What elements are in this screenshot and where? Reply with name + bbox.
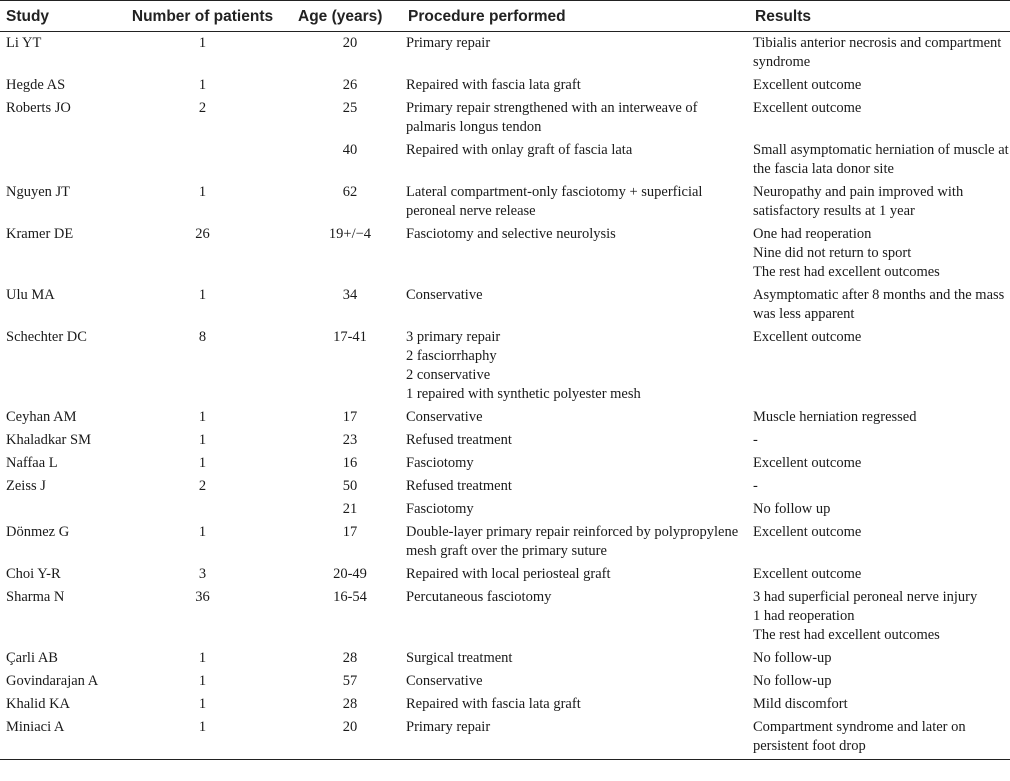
procedure-line: Primary repair strengthened with an interweave of palmaris longus tendon (406, 100, 698, 135)
results-cell (749, 647, 1010, 670)
procedure-line: Refused treatment (406, 432, 512, 448)
age-cell: 23 (342, 432, 358, 448)
patients-cell: 1 (127, 716, 278, 760)
procedure-cell (402, 693, 749, 716)
procedure-cell (402, 521, 749, 563)
age-cell: 28 (342, 696, 358, 712)
age-cell: 40 (342, 142, 358, 158)
table-row (0, 498, 1010, 521)
patients-cell: 1 (198, 409, 207, 425)
procedure-line: 3 primary repair (406, 329, 501, 345)
results-line: Compartment syndrome and later on persistent foot drop (753, 719, 966, 754)
table-row (0, 647, 1010, 670)
table-row (0, 326, 1010, 406)
study-cell (0, 498, 127, 521)
procedure-line: Double-layer primary repair reinforced by polypropylene mesh graft over the primary suture (406, 524, 739, 559)
header-row (0, 1, 1010, 32)
results-cell (749, 716, 1010, 760)
results-line: No follow up (753, 501, 831, 517)
results-cell (749, 74, 1010, 97)
procedure-line: Repaired with onlay graft of fascia lata (406, 142, 633, 158)
results-line: - (753, 478, 758, 494)
study-cell: Sharma N (6, 589, 65, 605)
study-cell: Naffaa L (6, 455, 58, 471)
header-results: Results (749, 1, 1010, 32)
age-cell: 34 (342, 287, 358, 303)
results-line: 3 had superficial peroneal nerve injury (753, 589, 978, 605)
results-line: No follow-up (753, 650, 832, 666)
patients-cell: 1 (198, 524, 207, 540)
study-cell: Ceyhan AM (6, 409, 77, 425)
results-cell (749, 521, 1010, 563)
table-row (0, 521, 1010, 563)
results-line: No follow-up (753, 673, 832, 689)
procedure-line: 2 conservative (406, 367, 491, 383)
table-row (0, 563, 1010, 586)
results-line: Mild discomfort (753, 696, 848, 712)
results-cell (749, 326, 1010, 406)
patients-cell: 3 (198, 566, 207, 582)
procedure-cell (402, 475, 749, 498)
procedure-line: Lateral compartment-only fasciotomy + superficial peroneal nerve release (406, 184, 703, 219)
age-cell: 17-41 (333, 329, 367, 345)
procedure-line: Conservative (406, 409, 483, 425)
results-line: The rest had excellent outcomes (753, 264, 940, 280)
results-line: Muscle herniation regressed (753, 409, 917, 425)
header-study: Study (0, 1, 127, 32)
results-cell (749, 475, 1010, 498)
table-row (0, 670, 1010, 693)
procedure-line: Conservative (406, 673, 483, 689)
patients-cell: 2 (198, 100, 207, 116)
table-row (0, 716, 1010, 760)
results-line: The rest had excellent outcomes (753, 627, 940, 643)
patients-cell: 1 (198, 696, 207, 712)
study-cell: Zeiss J (6, 478, 46, 494)
results-cell (749, 693, 1010, 716)
results-line: Excellent outcome (753, 524, 862, 540)
results-cell (749, 429, 1010, 452)
results-cell (749, 284, 1010, 326)
study-cell: Khaladkar SM (6, 432, 91, 448)
results-cell (749, 406, 1010, 429)
results-cell (749, 563, 1010, 586)
procedure-line: Primary repair (406, 35, 491, 51)
results-cell (749, 452, 1010, 475)
procedure-line: Fasciotomy (406, 501, 474, 517)
patients-cell: 1 (198, 35, 207, 51)
study-cell: Roberts JO (6, 100, 71, 116)
table-row (0, 586, 1010, 647)
procedure-cell (402, 284, 749, 326)
age-cell: 25 (342, 100, 358, 116)
patients-cell: 8 (198, 329, 207, 345)
patients-cell: 1 (198, 77, 207, 93)
table-row (0, 74, 1010, 97)
patients-cell: 1 (198, 432, 207, 448)
table-body (0, 32, 1010, 760)
results-line: Excellent outcome (753, 329, 862, 345)
study-cell: Schechter DC (6, 329, 87, 345)
results-line: Small asymptomatic herniation of muscle at the fascia lata donor site (753, 142, 1009, 177)
patients-cell: 1 (198, 184, 207, 200)
table-row (0, 97, 1010, 139)
study-cell: Miniaci A (0, 716, 127, 760)
results-line: Excellent outcome (753, 455, 862, 471)
age-cell: 20 (278, 716, 402, 760)
results-line: Nine did not return to sport (753, 245, 912, 261)
procedure-cell (402, 452, 749, 475)
procedure-cell (402, 97, 749, 139)
procedure-cell (402, 563, 749, 586)
header-patients: Number of patients (127, 1, 278, 32)
procedure-line: Surgical treatment (406, 650, 513, 666)
study-cell: Hegde AS (6, 77, 66, 93)
procedure-line: Repaired with local periosteal graft (406, 566, 611, 582)
patients-cell: 36 (195, 589, 210, 605)
results-line: One had reoperation (753, 226, 872, 242)
results-line: - (753, 432, 758, 448)
table-row (0, 139, 1010, 181)
age-cell: 17 (342, 524, 358, 540)
study-cell: Khalid KA (6, 696, 71, 712)
age-cell: 16 (342, 455, 358, 471)
study-cell: Govindarajan A (6, 673, 99, 689)
results-line: Excellent outcome (753, 100, 862, 116)
procedure-line: 2 fasciorrhaphy (406, 348, 497, 364)
patients-cell: 26 (195, 226, 210, 242)
age-cell: 20 (342, 35, 358, 51)
table-row (0, 284, 1010, 326)
procedure-cell (402, 223, 749, 284)
results-cell (749, 586, 1010, 647)
table-row (0, 223, 1010, 284)
header-procedure: Procedure performed (402, 1, 749, 32)
age-cell: 20-49 (333, 566, 367, 582)
study-cell (0, 139, 127, 181)
procedure-cell (402, 326, 749, 406)
table-header (0, 1, 1010, 32)
study-cell: Ulu MA (6, 287, 55, 303)
table-row (0, 32, 1010, 75)
procedure-cell (402, 74, 749, 97)
results-line: Neuropathy and pain improved with satisfactory results at 1 year (753, 184, 964, 219)
results-line: 1 had reoperation (753, 608, 855, 624)
results-cell (749, 181, 1010, 223)
procedure-cell (402, 32, 749, 75)
study-cell: Kramer DE (6, 226, 74, 242)
table-row (0, 452, 1010, 475)
procedure-line: 1 repaired with synthetic polyester mesh (406, 386, 641, 402)
age-cell: 28 (342, 650, 358, 666)
patients-cell (127, 498, 278, 521)
procedure-cell (402, 586, 749, 647)
results-line: Tibialis anterior necrosis and compartment syndrome (753, 35, 1002, 70)
table-row (0, 475, 1010, 498)
results-cell (749, 139, 1010, 181)
patients-cell (127, 139, 278, 181)
procedure-line: Percutaneous fasciotomy (406, 589, 552, 605)
age-cell: 17 (342, 409, 358, 425)
age-cell: 21 (342, 501, 358, 517)
results-cell (749, 223, 1010, 284)
procedure-cell (402, 716, 749, 760)
results-cell (749, 97, 1010, 139)
results-line: Excellent outcome (753, 77, 862, 93)
header-age: Age (years) (278, 1, 402, 32)
patients-cell: 1 (198, 287, 207, 303)
table-row (0, 181, 1010, 223)
procedure-cell (402, 139, 749, 181)
procedure-line: Fasciotomy (406, 455, 474, 471)
procedure-cell (402, 181, 749, 223)
procedure-line: Repaired with fascia lata graft (406, 77, 581, 93)
procedure-cell (402, 406, 749, 429)
procedure-cell (402, 670, 749, 693)
procedure-line: Repaired with fascia lata graft (406, 696, 581, 712)
study-cell: Nguyen JT (6, 184, 71, 200)
patients-cell: 2 (198, 478, 207, 494)
table-row (0, 693, 1010, 716)
results-cell (749, 498, 1010, 521)
age-cell: 26 (342, 77, 358, 93)
results-cell (749, 670, 1010, 693)
procedure-line: Conservative (406, 287, 483, 303)
age-cell: 50 (342, 478, 358, 494)
procedure-cell (402, 498, 749, 521)
patients-cell: 1 (198, 650, 207, 666)
results-line: Excellent outcome (753, 566, 862, 582)
procedure-line: Fasciotomy and selective neurolysis (406, 226, 616, 242)
age-cell: 19+/−4 (328, 226, 372, 242)
age-cell: 57 (342, 673, 358, 689)
study-cell: Li YT (6, 35, 42, 51)
results-line: Asymptomatic after 8 months and the mass was less apparent (753, 287, 1005, 322)
procedure-line: Refused treatment (406, 478, 512, 494)
table-row (0, 406, 1010, 429)
procedure-cell (402, 429, 749, 452)
procedure-line: Primary repair (406, 719, 491, 735)
patients-cell: 1 (198, 673, 207, 689)
study-cell: Dönmez G (6, 524, 70, 540)
table-row (0, 429, 1010, 452)
study-cell: Choi Y-R (6, 566, 61, 582)
study-cell: Çarli AB (6, 650, 58, 666)
age-cell: 62 (342, 184, 358, 200)
patients-cell: 1 (198, 455, 207, 471)
age-cell: 16-54 (333, 589, 367, 605)
results-cell (749, 32, 1010, 75)
procedure-cell (402, 647, 749, 670)
